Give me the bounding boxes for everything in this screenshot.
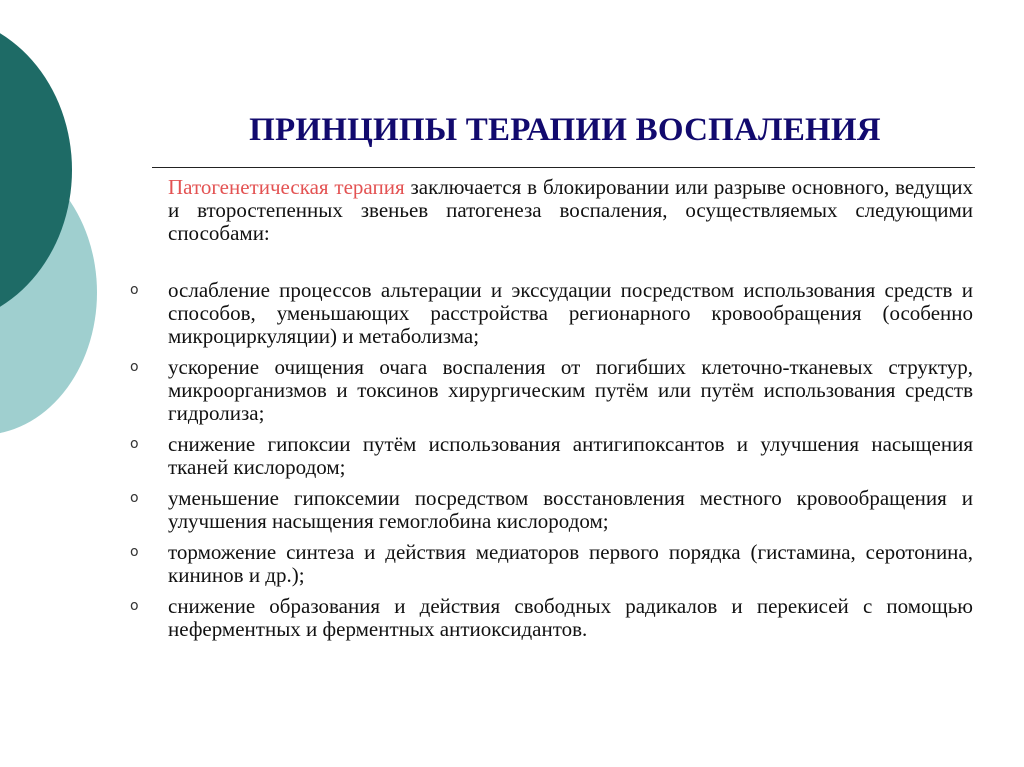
bullet-list <box>130 278 973 641</box>
intro-paragraph <box>168 176 973 245</box>
list-item <box>130 486 973 533</box>
intro-highlight: Патогенетическая терапия <box>168 175 405 199</box>
list-item-text: ослабление процессов альтерации и экссудации посредством использования средств и способов, уменьшающих расстройства регионарного кровообращения (особенно микроциркуляции) и метаболизма; <box>168 278 973 348</box>
list-item <box>130 540 973 587</box>
list-item-text: снижение гипоксии путём использования антигипоксантов и улучшения насыщения тканей кислородом; <box>168 432 973 479</box>
list-item-text: снижение образования и действия свободных радикалов и перекисей с помощью неферментных и ферментных антиоксидантов. <box>168 594 973 641</box>
list-item <box>130 432 973 479</box>
list-item <box>130 278 973 348</box>
title-underline <box>152 167 975 168</box>
bullet-circle-icon: o <box>130 282 139 298</box>
bullet-circle-icon: o <box>130 598 139 614</box>
list-item <box>130 355 973 425</box>
bullet-circle-icon: o <box>130 436 139 452</box>
intro-text: заключается в блокировании или разрыве основного, ведущих и второстепенных звеньев патогенеза воспаления, осуществляемых следующими способами: <box>168 175 973 245</box>
bullet-circle-icon: o <box>130 544 139 560</box>
list-item-text: уменьшение гипоксемии посредством восстановления местного кровообращения и улучшения насыщения гемоглобина кислородом; <box>168 486 973 533</box>
list-item <box>130 594 973 641</box>
bullet-circle-icon: o <box>130 359 139 375</box>
slide-title: ПРИНЦИПЫ ТЕРАПИИ ВОСПАЛЕНИЯ <box>249 112 881 148</box>
bullet-circle-icon: o <box>130 490 139 506</box>
list-item-text: ускорение очищения очага воспаления от погибших клеточно-тканевых структур, микроорганизмов и токсинов хирургическим путём или путём использования средств гидролиза; <box>168 355 973 425</box>
list-item-text: торможение синтеза и действия медиаторов первого порядка (гистамина, серотонина, кининов и др.); <box>168 540 973 587</box>
slide-content <box>130 175 973 649</box>
